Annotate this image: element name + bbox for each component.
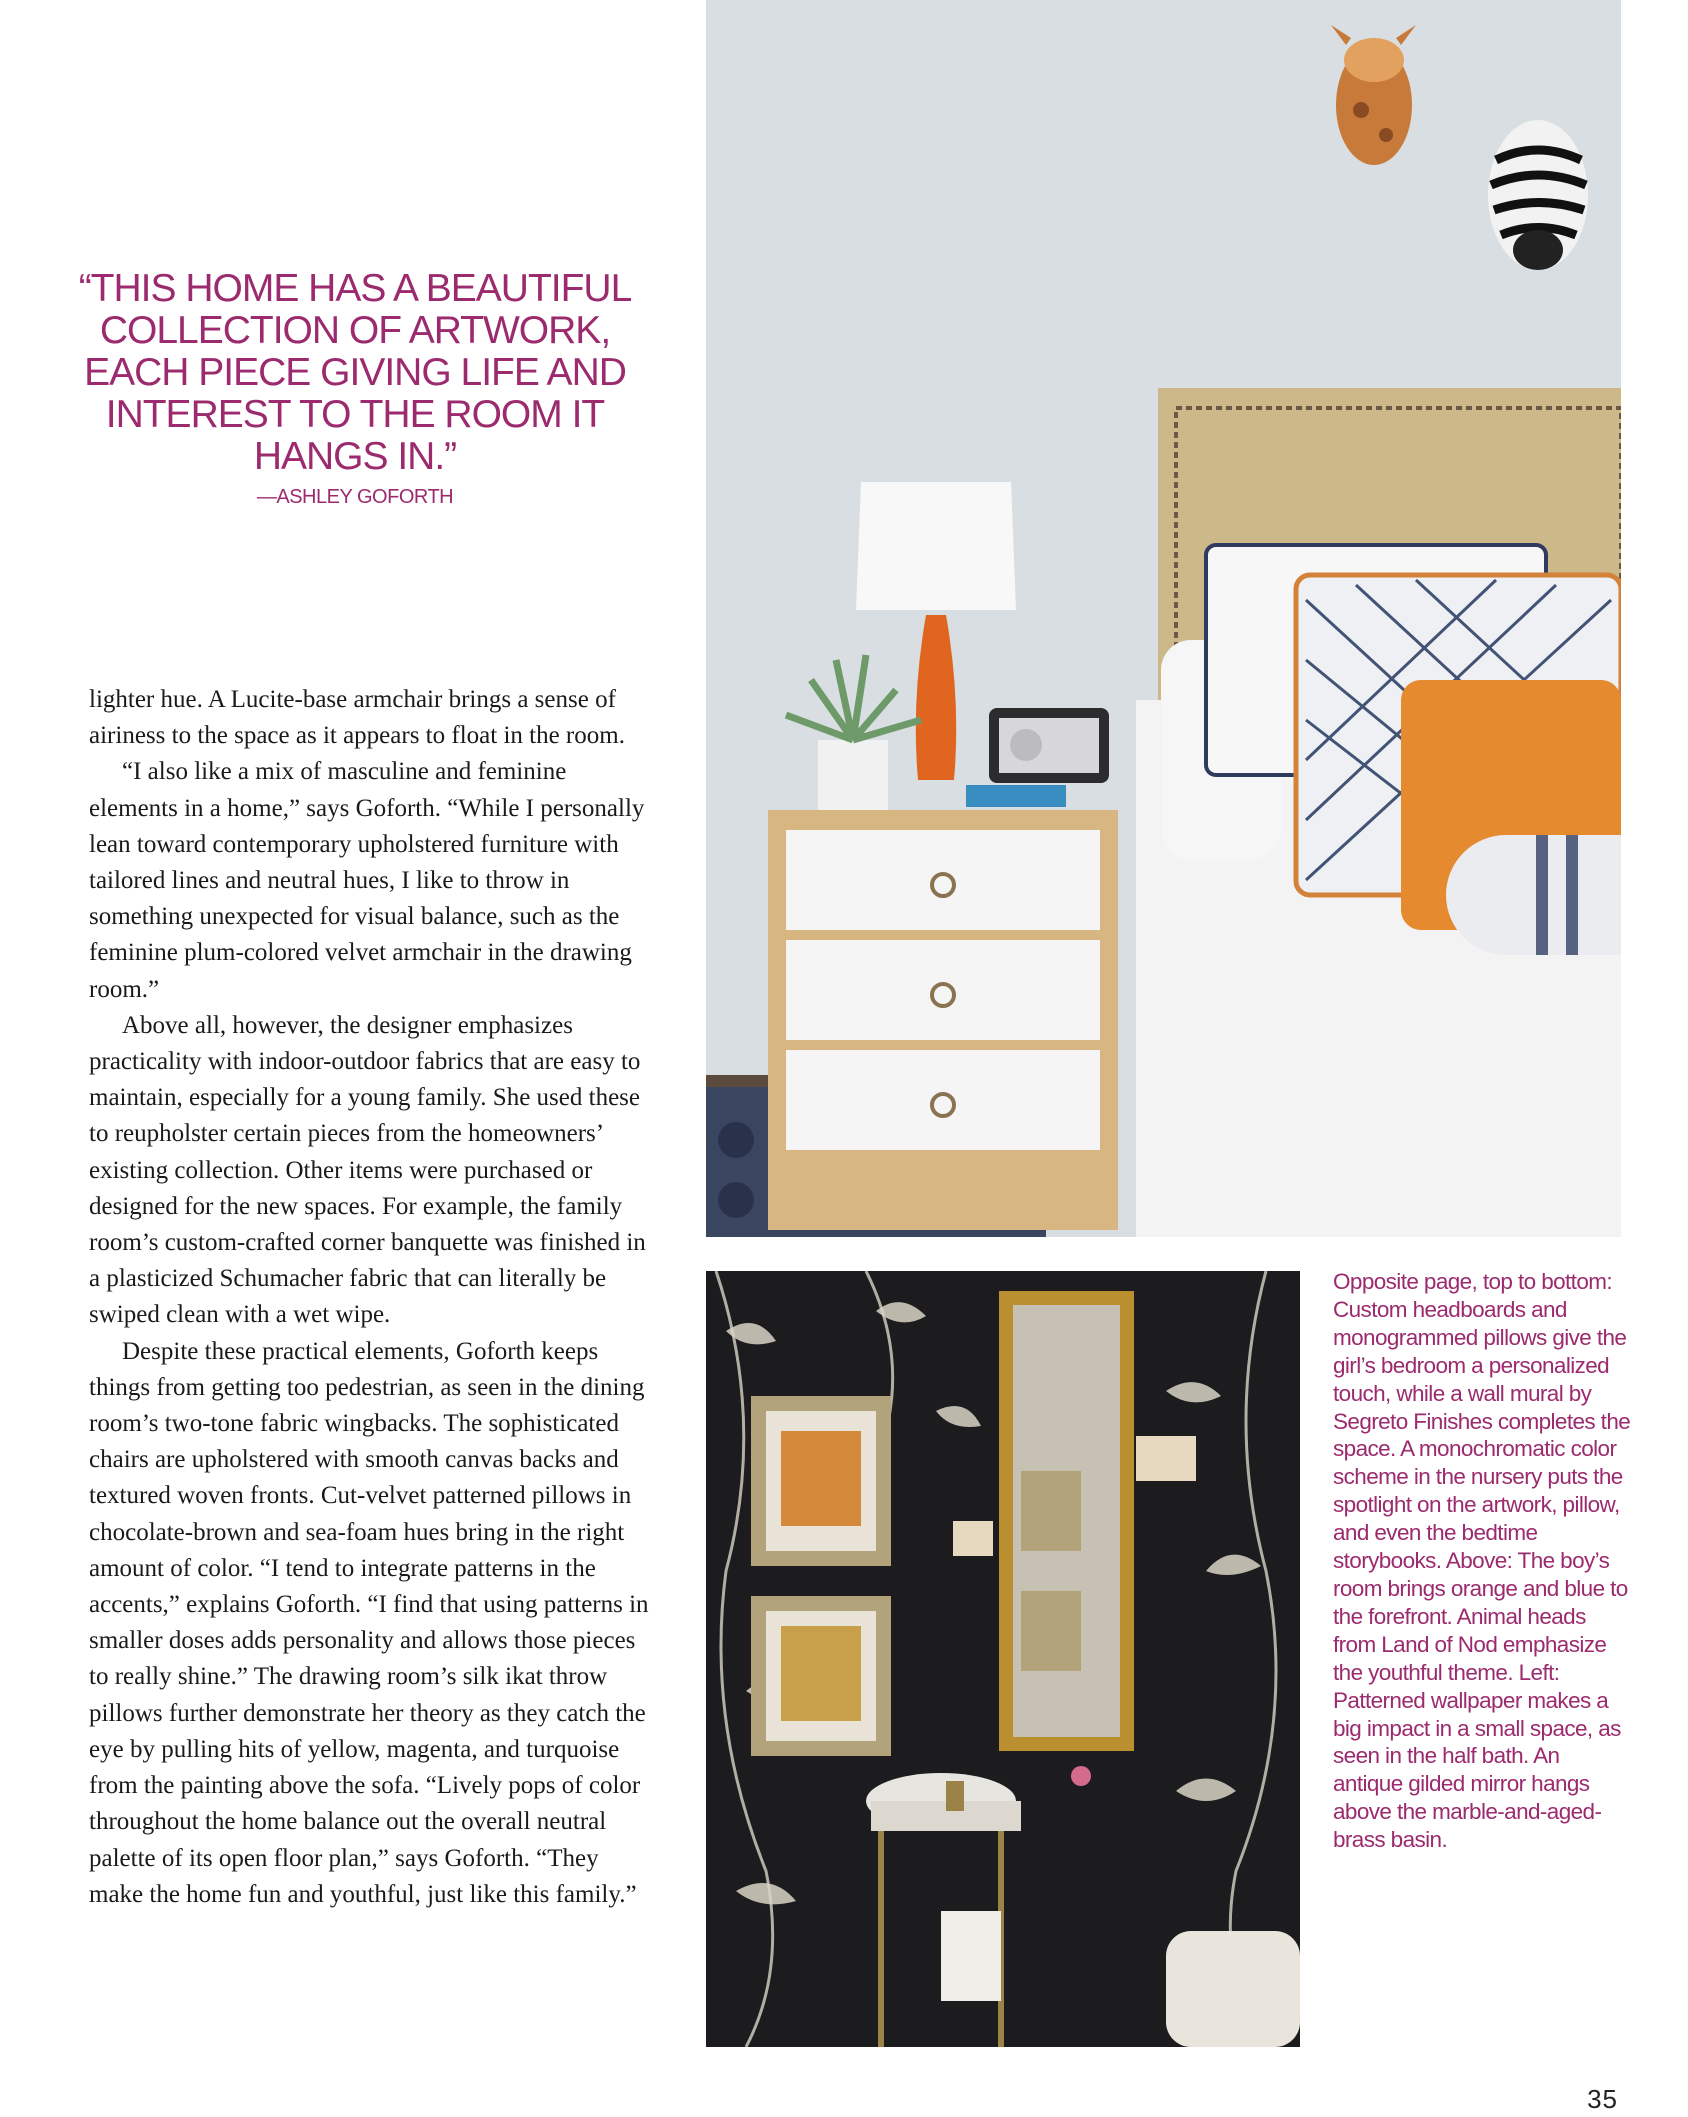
pull-quote-text: “THIS HOME HAS A BEAUTIFUL COLLECTION OF ARTWORK, EACH PIECE GIVING LIFE AND INTEREST TO THE ROOM IT HANGS IN.” [78, 267, 632, 478]
body-paragraph: Above all, however, the designer emphasizes practicality with indoor-outdoor fabrics that are easy to maintain, especially for a young family. She used these to reupholster certain pieces from the homeowners’ existing collection. Other items were purchased or designed for the new spaces. For example, the family room’s custom-crafted corner banquette was finished in a plasticized Schumacher fabric that can literally be swiped clean with a wet wipe. [89, 1011, 646, 1329]
zebra-head-icon [1488, 120, 1588, 270]
body-paragraph: lighter hue. A Lucite-base armchair brings a sense of airiness to the space as it appears to float in the room. [89, 686, 625, 750]
pull-quote-attribution: —ASHLEY GOFORTH [256, 486, 454, 508]
radio-icon [989, 708, 1109, 783]
page-footer [1577, 2084, 1618, 2115]
article-body [89, 682, 649, 1913]
page-number: 35 [1587, 2084, 1618, 2114]
framed-art-icon [751, 1596, 891, 1756]
gilded-mirror-icon [999, 1291, 1134, 1751]
half-bath-photo [706, 1271, 1300, 2047]
nightstand-icon [768, 810, 1118, 1230]
photo-caption: Opposite page, top to bottom: Custom headboards and monogrammed pillows give the girl’s bedroom a personalized touch, while a wall mural by Segreto Finishes completes the space. A monochromatic color scheme in the nursery puts the spotlight on the artwork, pillow, and even the bedtime storybooks. Above: The boy’s room brings orange and blue to the forefront. Animal heads from Land of Nod emphasize the youthful theme. Left: Patterned wallpaper makes a big impact in a small space, as seen in the half bath. An antique gilded mirror hangs above the marble-and-aged-brass basin. [1333, 1269, 1631, 1853]
bedroom-photo [706, 0, 1621, 1237]
bedroom-illustration [706, 0, 1621, 1237]
pull-quote [70, 268, 640, 509]
striped-bolster-icon [1446, 835, 1621, 955]
body-paragraph: “I also like a mix of masculine and feminine elements in a home,” says Goforth. “While I personally lean toward contemporary upholstered furniture with tailored lines and neutral hues, I like to throw in something unexpected for visual balance, such as the feminine plum-colored velvet armchair in the drawing room.” [89, 758, 645, 1003]
framed-art-icon [751, 1396, 891, 1566]
body-paragraph: Despite these practical elements, Goforth keeps things from getting too pedestrian, as seen in the dining room’s two-tone fabric wingbacks. The sophisticated chairs are upholstered with smooth canvas backs and textured woven fronts. Cut-velvet patterned pillows in chocolate-brown and sea-foam hues bring in the right amount of color. “I tend to integrate patterns in the accents,” explains Goforth. “I find that using patterns in smaller doses adds personality and allows those pieces to really shine.” The drawing room’s silk ikat throw pillows further demonstrate her theory as they catch the eye by pulling hits of yellow, magenta, and turquoise from the painting above the sofa. “Lively pops of color throughout the home balance out the overall neutral palette of its open floor plan,” says Goforth. “They make the home fun and youthful, just like this family.” [89, 1337, 649, 1908]
half-bath-illustration [706, 1271, 1300, 2047]
